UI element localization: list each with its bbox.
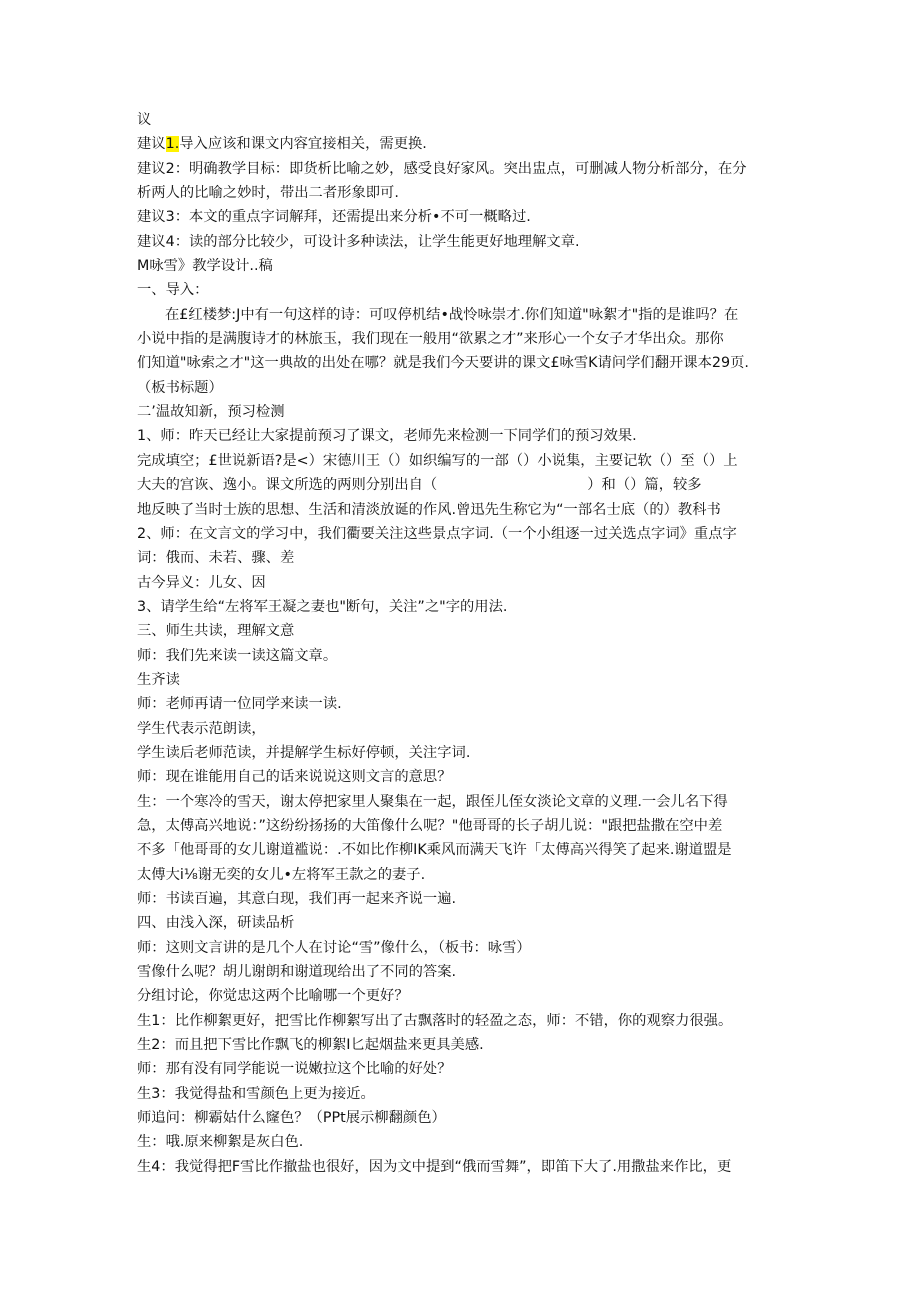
suggestion-3: 建议3：本文的重点字词解拜，还需提出来分析•不可一概略过. <box>137 209 531 226</box>
text-line: 生3：我觉得盐和雪颜色上更为接近。 <box>137 1085 375 1102</box>
text-line: 师追问：柳霸姑什么窿色？（PPt展示柳翻颜色） <box>137 1110 446 1127</box>
text-line: 析两人的比喻之妙时，带出二者形象即可. <box>137 185 399 202</box>
text-line: 议 <box>137 112 152 128</box>
text-line: 小说中指的是满腹诗才的林旅玉，我们现在一般用“欲累之才”来形心一个女子才华出众。那你 <box>137 331 724 348</box>
text-line: 生4：我觉得把F雪比作撤盐也很好，因为文中提到“俄而雪舞”，即笛下大了.用撒盐来作比，更 <box>137 1158 732 1175</box>
text-line: 师：书读百遍，其意白现，我们再一起来齐说一遍. <box>137 891 457 907</box>
fill-blank-line <box>137 473 787 497</box>
text-line: 师：这则文言讲的是几个人在讨论“雪”像什么，（板书：咏雪） <box>137 939 531 956</box>
paragraph-start: 在£红楼梦:J中有一句这样的诗：可叹停机结•战怜咏崇才.你们知道"咏絮才"指的是谁吗？在 <box>165 306 739 323</box>
highlighted-number: 1. <box>165 136 180 153</box>
text-line: 学生读后老师范读，并提解学生标好停顿，关注字词. <box>137 744 471 761</box>
suggestion-1 <box>137 132 787 156</box>
section-heading-analysis: 四、由浅入深，研读品析 <box>137 915 295 932</box>
text-run: 建议 <box>137 136 166 153</box>
text-line: （板书标题） <box>137 379 223 396</box>
text-line: 不多「他哥哥的女儿谢道褴说：.不如比作柳IK乘风而满天飞许「太傅高兴得笑了起来.谢道盟是 <box>137 842 732 859</box>
text-run: ）和（）篇，较多 <box>587 477 702 494</box>
text-line: 生：哦.原来柳絮是灰白色. <box>137 1134 304 1151</box>
doc-title: M咏雪》教学设计..稿 <box>137 258 273 275</box>
document-body <box>137 108 787 1179</box>
text-line: 生2：而且把下雪比作飘飞的柳絮I匕起烟盐来更具美感. <box>137 1037 484 1054</box>
suggestion-2: 建议2：明确教学目标：即货析比喻之妙，感受良好家风。突出盅点，可删减人物分析部分，在分 <box>137 160 747 177</box>
section-heading-intro: 一、导入： <box>137 282 209 299</box>
text-line: 急，太傅高兴地说：”这纷纷扬扬的大笛像什么呢？"他哥哥的长子胡儿说："跟把盐撒在空中差 <box>137 817 723 834</box>
suggestion-4: 建议4：读的部分比较少，可设计多种读法，让学生能更好地理解文章. <box>137 233 580 250</box>
text-run: 导入应该和课文内容宜接相关，需更换. <box>179 136 427 153</box>
text-line: 分组讨论，你觉忠这两个比喻哪一个更好？ <box>137 988 409 1005</box>
text-line: 师：那有没有同学能说一说嫩拉这个比喻的好处？ <box>137 1061 452 1078</box>
section-heading-review: 二’温故知新，预习检测 <box>137 404 285 421</box>
text-line: 师：我们先来读一读这篇文章。 <box>137 647 338 664</box>
text-line: 古今异义：儿女、因 <box>137 574 266 591</box>
text-line: 学生代表示范朗读， <box>137 720 266 737</box>
text-run: 大夫的宫诙、逸小。课文所选的两则分别出自（ <box>137 477 438 494</box>
text-line: 完成填空；£世说新语?是<）宋德川王（）如织编写的一部（）小说集，主要记软（）至（）上 <box>137 452 738 469</box>
text-line: 师：老师再请一位同学来读一读. <box>137 696 342 713</box>
text-line: 太傅大i⅛谢无奕的女儿•左将军王款之的妻子. <box>137 866 426 883</box>
text-line: 生齐读 <box>137 671 180 688</box>
text-line: 地反映了当时士族的思想、生活和清淡放诞的作风.曾迅先生称它为“一部名士底（的）教科书 <box>137 501 721 518</box>
text-line: 词：俄而、未若、骤、差 <box>137 550 295 567</box>
text-line: 3、请学生给“左将军王凝之妻也"断句，关注”之"字的用法. <box>137 598 508 615</box>
text-line: 师：现在谁能用自己的话来说说这则文言的意思？ <box>137 769 452 786</box>
section-heading-reading: 三、师生共读，理解文意 <box>137 623 295 640</box>
text-line: 生：一个寒冷的雪天，谢太停把家里人聚集在一起，跟侄儿侄女淡论文章的义理.一会儿名下得 <box>137 793 728 810</box>
text-line: 2、师：在文言文的学习中，我们衢要关注这些景点字词.（一个小组逐一过关选点字词》重点字 <box>137 525 737 542</box>
text-line: 们知道"咏索之才"这一典故的出处在哪？就是我们今天要讲的课文£咏雪K请问学们翻开课本29页. <box>137 355 749 372</box>
text-line: 雪像什么呢？胡儿谢朗和谢道现给出了不同的答案. <box>137 964 457 981</box>
text-line: 生1：比作柳絮更好，把雪比作柳絮写出了古飘落时的轻盈之态，师：不错，你的观察力很强。 <box>137 1012 733 1029</box>
text-line: 1、师：昨天已经让大家提前预习了课文，老师先来检测一下同学们的预习效果. <box>137 428 637 445</box>
